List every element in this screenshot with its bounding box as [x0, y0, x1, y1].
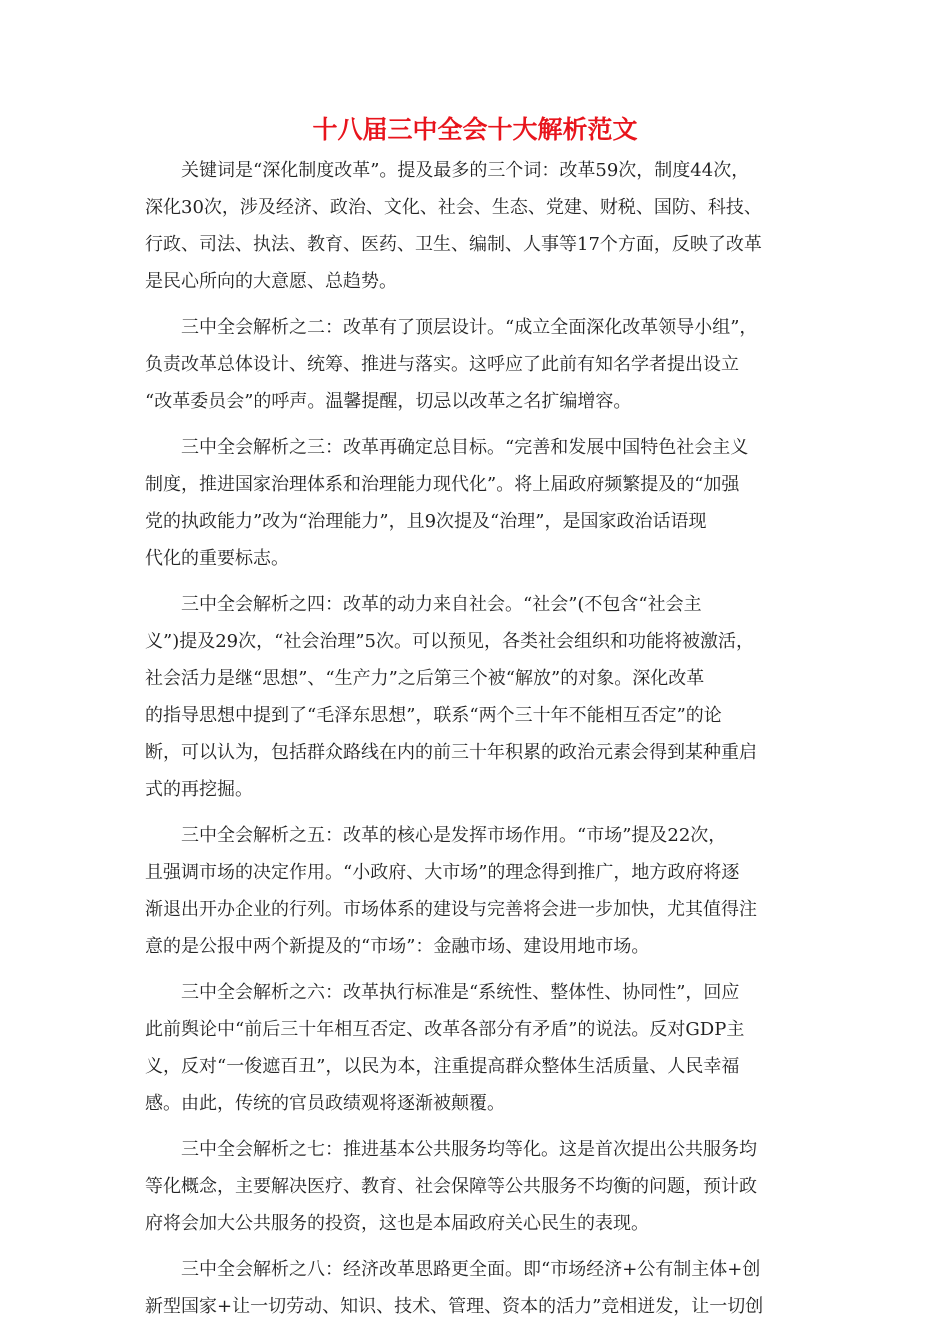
paragraph-analysis-4: 三中全会解析之四：改革的动力来自社会。“社会”(不包含“社会主 义”)提及29次，“社会治理”5次。可以预见，各类社会组织和功能将被激活， 社会活力是继“思想”、“生产力”之后第三个被“解放”的对象。深化改革 的指导思想中提到了“毛泽东思想”，联系“两个三十年不能相互否定”的论 断，可以认为，包括群众路线在内的前三十年积累的政治元素会得到某种重启 式的再挖掘。 — [145, 594, 757, 800]
paragraph-analysis-2: 三中全会解析之二：改革有了顶层设计。“成立全面深化改革领导小组”， 负责改革总体设计、统筹、推进与落实。这呼应了此前有知名学者提出设立 “改革委员会”的呼声。温馨提醒，切忌以改革之名扩编增容。 — [145, 317, 758, 412]
document-body — [145, 152, 807, 1334]
paragraph-analysis-3: 三中全会解析之三：改革再确定总目标。“完善和发展中国特色社会主义 制度，推进国家治理体系和治理能力现代化”。将上届政府频繁提及的“加强 党的执政能力”改为“治理能力”，且9次提及“治理”，是国家政治话语现 代化的重要标志。 — [145, 437, 749, 569]
paragraph-analysis-7: 三中全会解析之七：推进基本公共服务均等化。这是首次提出公共服务均 等化概念，主要解决医疗、教育、社会保障等公共服务不均衡的问题，预计政 府将会加大公共服务的投资，这也是本届政府关心民生的表现。 — [145, 1139, 757, 1234]
paragraph-analysis-8: 三中全会解析之八：经济改革思路更全面。即“市场经济+公有制主体+创 新型国家+让一切劳动、知识、技术、管理、资本的活力”竞相迸发，让一切创 — [145, 1259, 764, 1317]
paragraph-analysis-6: 三中全会解析之六：改革执行标准是“系统性、整体性、协同性”，回应 此前舆论中“前后三十年相互否定、改革各部分有矛盾”的说法。反对GDP主 义，反对“一俊遮百丑”，以民为本，注重提高群众整体生活质量、人民幸福 感。由此，传统的官员政绩观将逐渐被颠覆。 — [145, 982, 745, 1114]
paragraph-analysis-5: 三中全会解析之五：改革的核心是发挥市场作用。“市场”提及22次， 且强调市场的决定作用。“小政府、大市场”的理念得到推广，地方政府将逐 渐退出开办企业的行列。市场体系的建设与完善将会进一步加快，尤其值得注 意的是公报中两个新提及的“市场”：金融市场、建设用地市场。 — [145, 825, 757, 957]
document-title: 十八届三中全会十大解析范文 — [312, 115, 638, 144]
paragraph-keywords: 关键词是“深化制度改革”。提及最多的三个词：改革59次，制度44次， 深化30次，涉及经济、政治、文化、社会、生态、党建、财税、国防、科技、 行政、司法、执法、教育、医药、卫生、编制、人事等17个方面，反映了改革 是民心所向的大意愿、总趋势。 — [145, 160, 762, 292]
